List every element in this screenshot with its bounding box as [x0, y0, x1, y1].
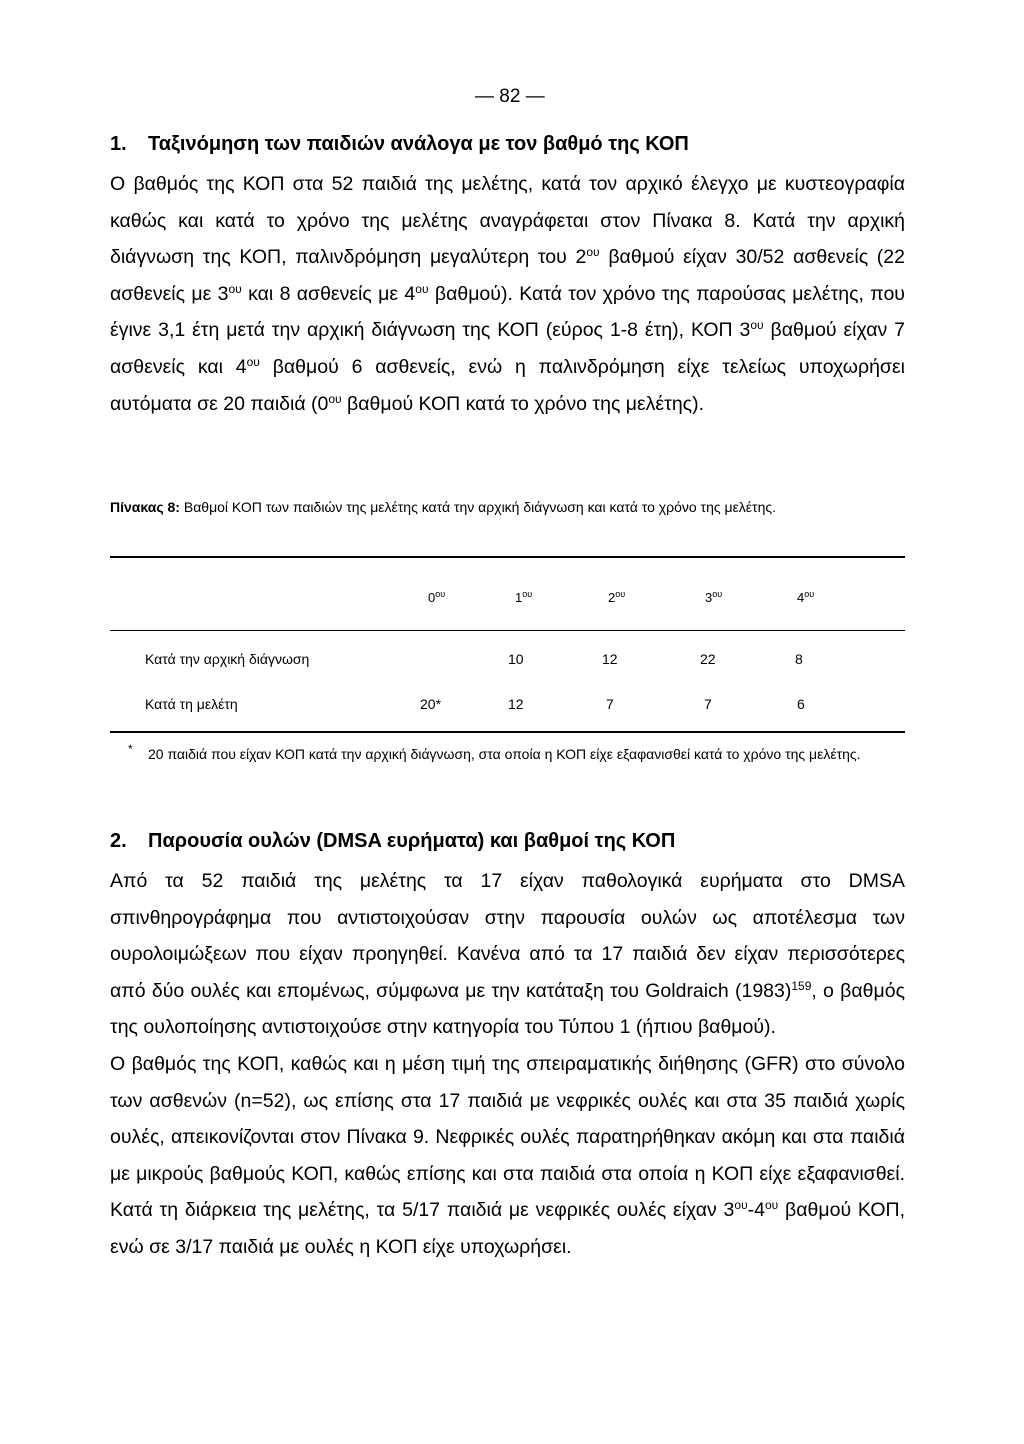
section-1-number: 1.: [110, 133, 127, 155]
table-bottom-rule: [110, 731, 905, 733]
section-1-paragraph: Ο βαθμός της ΚΟΠ στα 52 παιδιά της μελέτης, κατά τον αρχικό έλεγχο με κυστεογραφία καθώς και κατά το χρόνο της μελέτης αναγράφεται στον Πίνακα 8. Κατά την αρχική διάγνωση της ΚΟΠ, παλινδρόμηση μεγαλύτερη του $2^{o\upsilon}$ βαθμού είχαν 30/52 ασθενείς (22 ασθενείς με $3^{o\upsilon}$ και 8 ασθενείς με $4^{o\upsilon}$ βαθμού). Κατά τον χρόνο της παρούσας μελέτης, που έγινε 3,1 έτη μετά την αρχική διάγνωση της ΚΟΠ (εύρος 1-8 έτη), ΚΟΠ $3^{o\upsilon}$ βαθμού είχαν 7 ασθενείς και $4^{o\upsilon}$ βαθμού 6 ασθενείς, ενώ η παλινδρόμηση είχε τελείως υποχωρήσει αυτόματα σε 20 παιδιά ($0^{o\upsilon}$ βαθμού ΚΟΠ κατά το χρόνο της μελέτης).: [110, 173, 905, 415]
table-caption-text: Βαθμοί ΚΟΠ των παιδιών της μελέτης κατά την αρχική διάγνωση και κατά το χρόνο της μελέτης.: [179, 499, 777, 515]
table-header-2: $2^{o\upsilon}$: [608, 589, 626, 605]
table-header-0: $0^{o\upsilon}$: [428, 589, 446, 605]
section-1-title: Ταξινόμηση των παιδιών ανάλογα με τον βαθμό της ΚΟΠ: [148, 133, 689, 155]
table-caption-label: Πίνακας 8:: [110, 499, 180, 515]
section-2-paragraph-1: Από τα 52 παιδιά της μελέτης τα 17 είχαν παθολογικά ευρήματα στο DMSA σπινθηρογράφημα που αντιστοιχούσαν στην παρουσία ουλών ως αποτέλεσμα των ουρολοιμώξεων που είχαν προηγηθεί. Κανένα από τα 17 παιδιά δεν είχαν περισσότερες από δύο ουλές και επομένως, σύμφωνα με την κατάταξη του Goldraich $(1983)^{159}$, ο βαθμός της ουλοποίησης αντιστοιχούσε στην κατηγορία του Τύπου 1 (ήπιου βαθμού).: [110, 870, 905, 1039]
table-cell: 12: [508, 696, 524, 712]
table-header-rule: [110, 630, 905, 631]
footnote-mark: *: [128, 742, 133, 756]
section-1-heading: [110, 133, 689, 156]
table-header-1: $1^{o\upsilon}$: [515, 589, 533, 605]
table-cell: 12: [602, 651, 618, 667]
section-2-body: [110, 863, 905, 1266]
table-cell: 8: [795, 651, 803, 667]
table-cell: 7: [704, 696, 712, 712]
section-2-heading: [110, 830, 675, 853]
page-number: — 82 —: [475, 86, 545, 107]
table-cell: 20*: [420, 696, 442, 712]
table-cell: 7: [606, 696, 614, 712]
table-top-rule: [110, 556, 905, 558]
section-2-number: 2.: [110, 830, 127, 852]
table-row-label: Κατά τη μελέτη: [145, 696, 238, 712]
table-header-3: $3^{o\upsilon}$: [705, 589, 723, 605]
section-1-body: [110, 166, 905, 422]
table-cell: 10: [508, 651, 524, 667]
table-caption: [110, 496, 905, 518]
table-header-4: $4^{o\upsilon}$: [797, 589, 815, 605]
section-2-paragraph-2: Ο βαθμός της ΚΟΠ, καθώς και η μέση τιμή της σπειραματικής διήθησης (GFR) στο σύνολο των ασθενών (n=52), ως επίσης στα 17 παιδιά με νεφρικές ουλές και στα 35 παιδιά χωρίς ουλές, απεικονίζονται στον Πίνακα 9. Νεφρικές ουλές παρατηρήθηκαν ακόμη και στα παιδιά με μικρούς βαθμούς ΚΟΠ, καθώς επίσης και στα παιδιά στα οποία η ΚΟΠ είχε εξαφανισθεί. Κατά τη διάρκεια της μελέτης, τα 5/17 παιδιά με νεφρικές ουλές είχαν $3^{o\upsilon}-4^{o\upsilon}$ βαθμού ΚΟΠ, ενώ σε 3/17 παιδιά με ουλές η ΚΟΠ είχε υποχωρήσει.: [110, 1052, 906, 1258]
table-cell: 6: [797, 696, 805, 712]
section-2-title: Παρουσία ουλών (DMSA ευρήματα) και βαθμοί της ΚΟΠ: [148, 830, 676, 852]
table-footnote: 20 παιδιά που είχαν ΚΟΠ κατά την αρχική διάγνωση, στα οποία η ΚΟΠ είχε εξαφανισθεί κατά το χρόνο της μελέτης.: [148, 746, 861, 762]
table-cell: 22: [700, 651, 716, 667]
table-row-label: Κατά την αρχική διάγνωση: [145, 651, 310, 667]
